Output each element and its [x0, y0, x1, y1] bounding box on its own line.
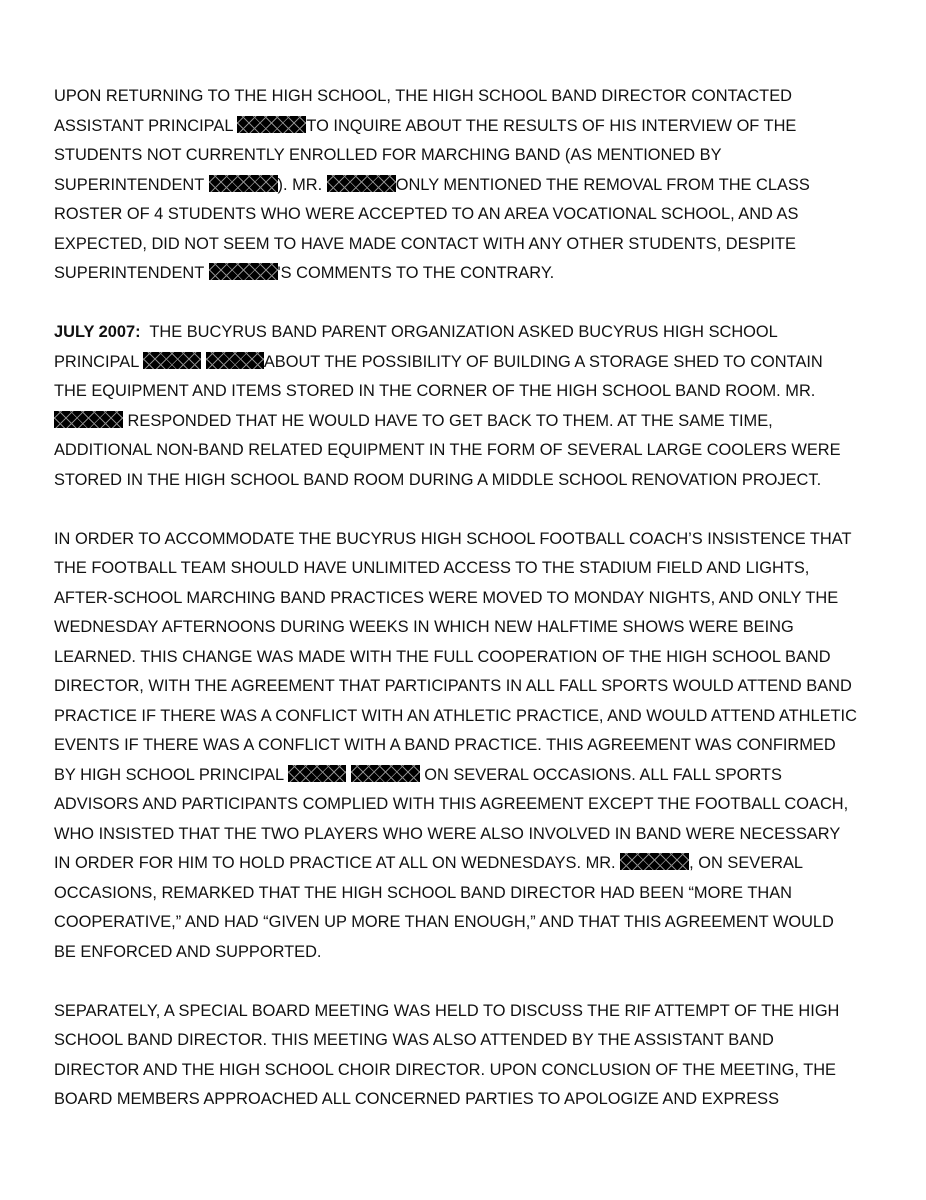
- text-line: ASSISTANT PRINCIPAL TO INQUIRE ABOUT THE RESULTS OF HIS INTERVIEW OF THE: [54, 116, 797, 135]
- text-line: SCHOOL BAND DIRECTOR. THIS MEETING WAS ALSO ATTENDED BY THE ASSISTANT BAND: [54, 1031, 774, 1049]
- text-line: THE EQUIPMENT AND ITEMS STORED IN THE CORNER OF THE HIGH SCHOOL BAND ROOM. MR.: [54, 382, 816, 400]
- redaction-box: [288, 765, 346, 782]
- text-line: PRACTICE IF THERE WAS A CONFLICT WITH AN ATHLETIC PRACTICE, AND WOULD ATTEND ATHLETIC: [54, 706, 857, 725]
- redaction-box: [620, 853, 689, 870]
- text-line: AFTER-SCHOOL MARCHING BAND PRACTICES WERE MOVED TO MONDAY NIGHTS, AND ONLY THE: [54, 588, 839, 607]
- text-line: OCCASIONS, REMARKED THAT THE HIGH SCHOOL BAND DIRECTOR HAD BEEN “MORE THAN: [54, 883, 792, 902]
- redaction-box: [54, 411, 123, 428]
- text-line: JULY 2007: THE BUCYRUS BAND PARENT ORGANIZATION ASKED BUCYRUS HIGH SCHOOL: [54, 323, 778, 341]
- text-line: THE FOOTBALL TEAM SHOULD HAVE UNLIMITED ACCESS TO THE STADIUM FIELD AND LIGHTS,: [54, 559, 810, 577]
- text-line: IN ORDER FOR HIM TO HOLD PRACTICE AT ALL ON WEDNESDAYS. MR. , ON SEVERAL: [54, 854, 804, 872]
- text-line: PRINCIPAL ABOUT THE POSSIBILITY OF BUILDING A STORAGE SHED TO CONTAIN: [54, 352, 823, 371]
- paragraph-spacer: [54, 289, 894, 319]
- text-line: ADVISORS AND PARTICIPANTS COMPLIED WITH THIS AGREEMENT EXCEPT THE FOOTBALL COACH,: [54, 795, 849, 813]
- paragraph-spacer: [54, 495, 894, 525]
- redaction-box: [143, 352, 201, 369]
- text-line: SUPERINTENDENT 'S COMMENTS TO THE CONTRARY.: [54, 264, 555, 282]
- text-line: IN ORDER TO ACCOMMODATE THE BUCYRUS HIGH SCHOOL FOOTBALL COACH’S INSISTENCE THAT: [54, 529, 852, 548]
- text-line: EVENTS IF THERE WAS A CONFLICT WITH A BAND PRACTICE. THIS AGREEMENT WAS CONFIRMED: [54, 736, 836, 754]
- document-page: [54, 82, 894, 1115]
- text-line: ROSTER OF 4 STUDENTS WHO WERE ACCEPTED TO AN AREA VOCATIONAL SCHOOL, AND AS: [54, 205, 799, 223]
- text-line: LEARNED. THIS CHANGE WAS MADE WITH THE FULL COOPERATION OF THE HIGH SCHOOL BAND: [54, 647, 831, 666]
- text-line: COOPERATIVE,” AND HAD “GIVEN UP MORE THAN ENOUGH,” AND THAT THIS AGREEMENT WOULD: [54, 913, 834, 931]
- paragraph-4: [54, 997, 894, 1115]
- text-line: UPON RETURNING TO THE HIGH SCHOOL, THE HIGH SCHOOL BAND DIRECTOR CONTACTED: [54, 87, 792, 105]
- redaction-box: [206, 352, 264, 369]
- paragraph-3: [54, 525, 894, 968]
- paragraph-spacer: [54, 967, 894, 997]
- text-line: BE ENFORCED AND SUPPORTED.: [54, 942, 322, 961]
- text-line: RESPONDED THAT HE WOULD HAVE TO GET BACK TO THEM. AT THE SAME TIME,: [54, 407, 894, 437]
- text-line: ADDITIONAL NON-BAND RELATED EQUIPMENT IN THE FORM OF SEVERAL LARGE COOLERS WERE: [54, 441, 841, 459]
- redaction-box: [209, 175, 278, 192]
- text-line: DIRECTOR, WITH THE AGREEMENT THAT PARTICIPANTS IN ALL FALL SPORTS WOULD ATTEND BAND: [54, 677, 852, 695]
- text-line: WHO INSISTED THAT THE TWO PLAYERS WHO WERE ALSO INVOLVED IN BAND WERE NECESSARY: [54, 824, 841, 843]
- redaction-box: [209, 263, 278, 280]
- text-line: STUDENTS NOT CURRENTLY ENROLLED FOR MARCHING BAND (AS MENTIONED BY: [54, 146, 722, 164]
- text-line: WEDNESDAY AFTERNOONS DURING WEEKS IN WHICH NEW HALFTIME SHOWS WERE BEING: [54, 618, 794, 636]
- redaction-box: [351, 765, 420, 782]
- redaction-box: [237, 116, 306, 133]
- paragraph-2: [54, 318, 894, 495]
- text-line: DIRECTOR AND THE HIGH SCHOOL CHOIR DIRECTOR. UPON CONCLUSION OF THE MEETING, THE: [54, 1060, 836, 1079]
- text-line: SEPARATELY, A SPECIAL BOARD MEETING WAS HELD TO DISCUSS THE RIF ATTEMPT OF THE HIGH: [54, 1001, 840, 1020]
- date-heading: JULY 2007:: [54, 323, 141, 341]
- text-line: BOARD MEMBERS APPROACHED ALL CONCERNED PARTIES TO APOLOGIZE AND EXPRESS: [54, 1090, 780, 1108]
- text-line: BY HIGH SCHOOL PRINCIPAL ON SEVERAL OCCASIONS. ALL FALL SPORTS: [54, 765, 782, 784]
- redaction-box: [327, 175, 396, 192]
- text-line: EXPECTED, DID NOT SEEM TO HAVE MADE CONTACT WITH ANY OTHER STUDENTS, DESPITE: [54, 234, 796, 253]
- text-line: STORED IN THE HIGH SCHOOL BAND ROOM DURING A MIDDLE SCHOOL RENOVATION PROJECT.: [54, 470, 822, 489]
- paragraph-1: [54, 82, 894, 289]
- text-line: SUPERINTENDENT ). MR. ONLY MENTIONED THE REMOVAL FROM THE CLASS: [54, 175, 810, 194]
